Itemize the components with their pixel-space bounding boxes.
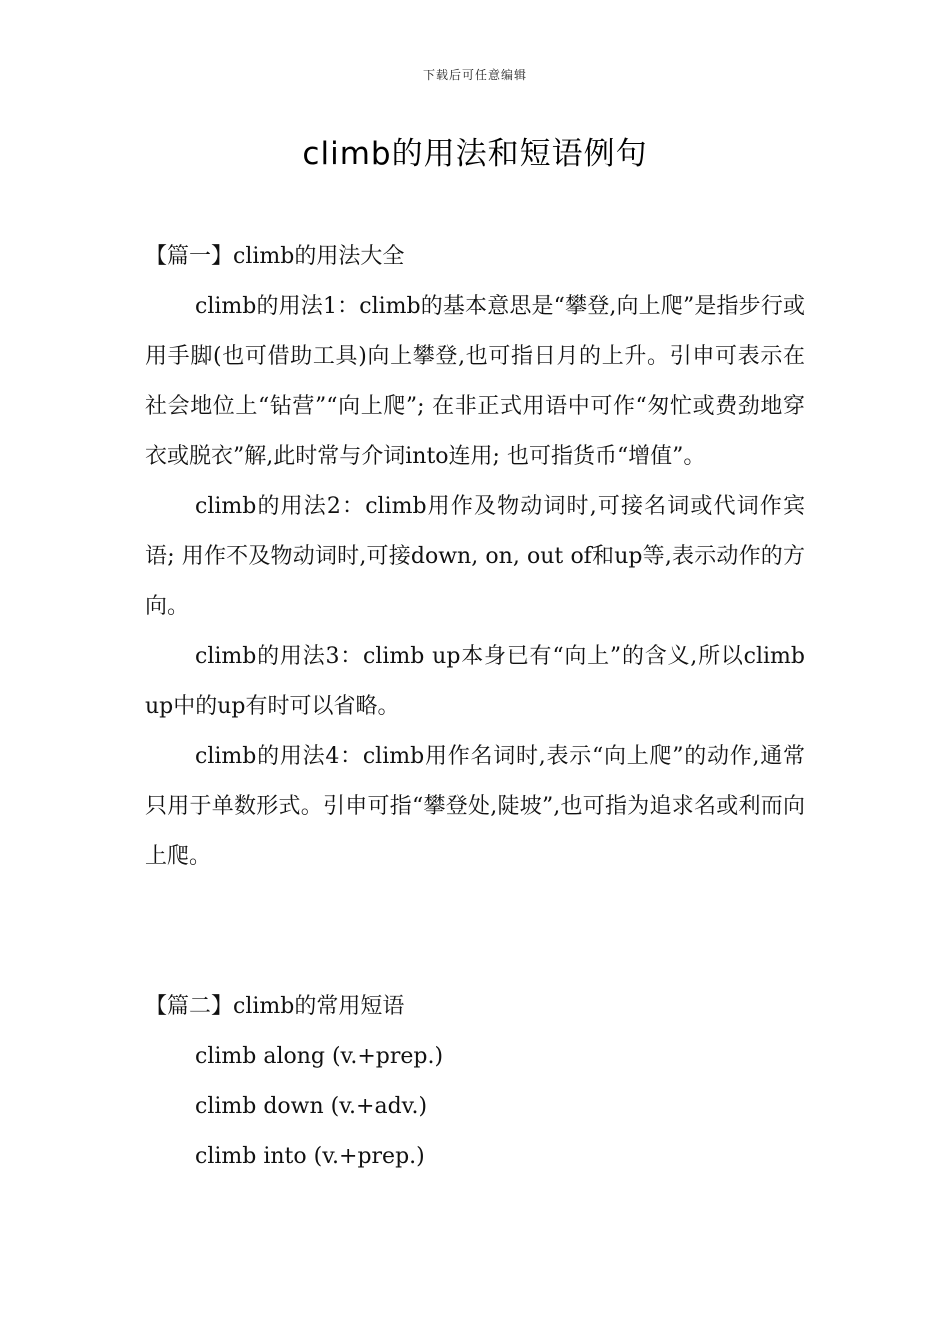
usage-paragraph-2: climb的用法2：climb用作及物动词时,可接名词或代词作宾语; 用作不及物动词时,可接down, on, out of和up等,表示动作的方向。	[145, 494, 805, 619]
section-heading-phrases: 【篇二】climb的常用短语	[145, 994, 405, 1019]
phrase-item: climb down (v.+adv.)	[195, 1094, 428, 1119]
usage-paragraph-4: climb的用法4：climb用作名词时,表示“向上爬”的动作,通常只用于单数形式。引申可指“攀登处,陡坡”,也可指为追求名或利而向上爬。	[145, 744, 805, 869]
phrase-item: climb along (v.+prep.)	[195, 1044, 444, 1069]
header-note: 下载后可任意编辑	[422, 68, 527, 82]
usage-paragraph-1: climb的用法1：climb的基本意思是“攀登,向上爬”是指步行或用手脚(也可借助工具)向上攀登,也可指日月的上升。引申可表示在社会地位上“钻营”“向上爬”; 在非正式用语中可作“匆忙或费劲地穿衣或脱衣”解,此时常与介词into连用; 也可指货币“增值”。	[145, 294, 805, 469]
section-spacer	[145, 882, 805, 982]
document-body	[145, 232, 805, 1182]
phrase-item: climb into (v.+prep.)	[195, 1144, 425, 1169]
document-title: climb的用法和短语例句	[302, 136, 648, 172]
usage-paragraph-3: climb的用法3：climb up本身已有“向上”的含义,所以climb up中的up有时可以省略。	[145, 644, 805, 719]
section-heading-usage: 【篇一】climb的用法大全	[145, 244, 405, 269]
